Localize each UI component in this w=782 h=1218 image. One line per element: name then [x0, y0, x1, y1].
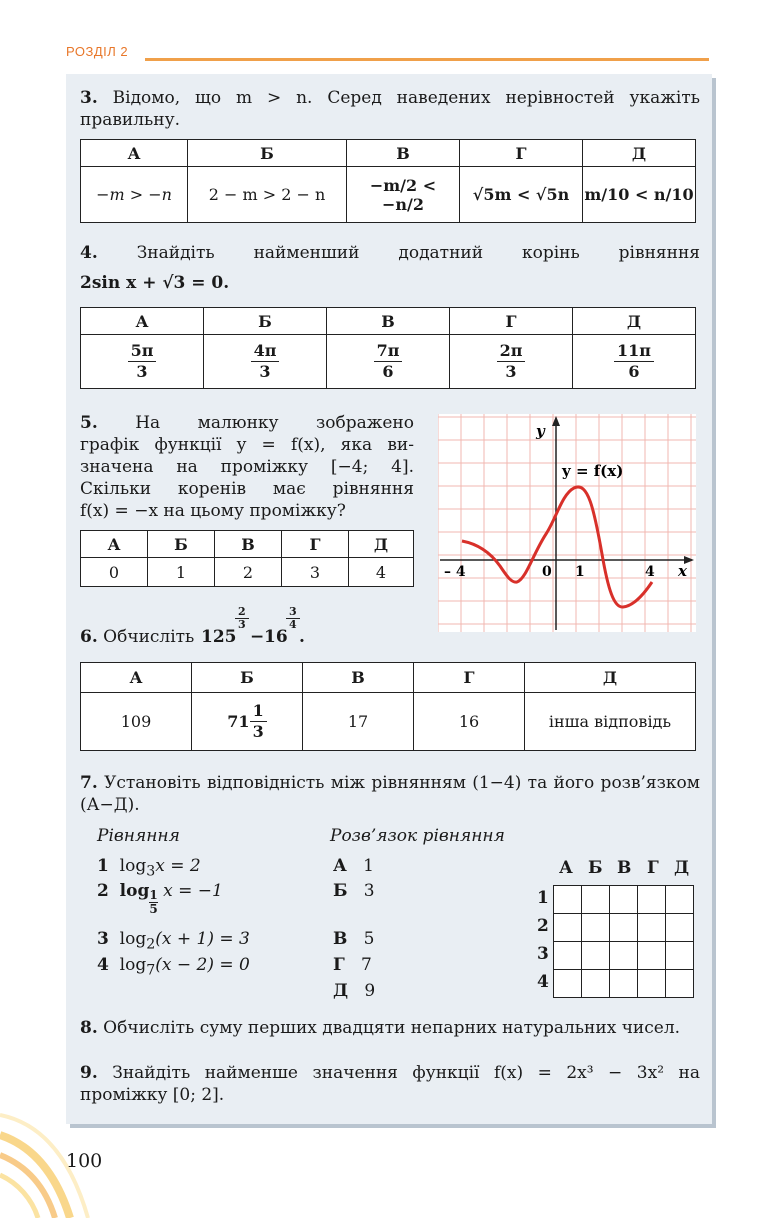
- task-9-text: [80, 1062, 700, 1106]
- task-7-equation-1: 1 $\log_3x = 2$: [97, 856, 201, 880]
- task-6-answer-table: [80, 662, 696, 751]
- task-4-header-d: Г: [450, 308, 573, 335]
- grid-cell[interactable]: [666, 914, 694, 942]
- page-number: 100: [66, 1150, 103, 1172]
- task-3-answer-c: −m/2 < −n/2: [347, 167, 460, 223]
- task-7-solution-e: Д 9: [333, 981, 376, 1001]
- grid-cell[interactable]: [554, 886, 582, 914]
- task-6-question: Обчисліть: [103, 627, 195, 647]
- task-5-header-e: Д: [349, 531, 414, 558]
- grid-cell[interactable]: [666, 942, 694, 970]
- task-6-base-2: 16: [264, 627, 288, 647]
- task-7-grid-row-3: 3: [537, 944, 549, 964]
- task-3-header-b: Б: [188, 140, 347, 167]
- grid-cell[interactable]: [582, 942, 610, 970]
- task-4-answer-b: $\frac{4\pi}{3}$: [204, 335, 327, 389]
- task-4-header-e: Д: [573, 308, 696, 335]
- task-9-number: 9.: [80, 1063, 98, 1083]
- task-7-solutions-title: Розв’язок рівняння: [330, 826, 505, 846]
- grid-cell[interactable]: [610, 942, 638, 970]
- task-5-answer-d: 3: [282, 558, 349, 587]
- y-axis-label: y: [536, 422, 545, 440]
- task-7-equation-4: 4 $\log_7(x - 2) = 0$: [97, 955, 250, 979]
- task-6-header-c: В: [303, 663, 414, 693]
- task-4-answer-table: [80, 307, 696, 389]
- task-5-answer-b: 1: [148, 558, 215, 587]
- task-7-equation-3: 3 $\log_2(x + 1) = 3$: [97, 929, 250, 953]
- task-5-header-a: А: [81, 531, 148, 558]
- grid-cell[interactable]: [638, 970, 666, 998]
- grid-cell[interactable]: [610, 914, 638, 942]
- task-4-header-c: В: [327, 308, 450, 335]
- task-3-answer-d: √5m < √5n: [460, 167, 583, 223]
- grid-cell[interactable]: [638, 942, 666, 970]
- grid-cell[interactable]: [582, 914, 610, 942]
- task-7-answer-grid: [553, 885, 694, 998]
- task-6-exponent-2: $\frac{3}{4}$: [286, 606, 300, 631]
- task-7-grid-col-b: Б: [588, 858, 603, 878]
- task-5-function-graph: [438, 414, 696, 632]
- task-7-solution-c: В 5: [333, 929, 375, 949]
- task-5-line-1: На малюнку зображено: [135, 413, 414, 433]
- tick-label-1: 1: [575, 564, 585, 580]
- task-4-answer-a: $\frac{5\pi}{3}$: [81, 335, 204, 389]
- task-3-answer-a: −m > −n: [81, 167, 188, 223]
- task-7-grid-col-e: Д: [674, 858, 690, 878]
- task-3-text: [80, 87, 700, 131]
- task-5-answer-table: [80, 530, 414, 587]
- x-axis-label: x: [678, 562, 687, 580]
- task-6-header-b: Б: [192, 663, 303, 693]
- task-5-line-2: графік функції y = f(x), яка ви-: [80, 435, 414, 455]
- task-6-answer-e: інша відповідь: [525, 693, 696, 751]
- task-3-answer-e: m/10 < n/10: [583, 167, 696, 223]
- task-6-exponent-1: $\frac{2}{3}$: [235, 606, 249, 631]
- task-4-header-b: Б: [204, 308, 327, 335]
- task-5-header-b: Б: [148, 531, 215, 558]
- grid-cell[interactable]: [666, 970, 694, 998]
- task-3-answer-table: [80, 139, 696, 223]
- task-7-grid-row-1: 1: [537, 888, 549, 908]
- chapter-title: РОЗДІЛ 2: [66, 44, 129, 59]
- tick-label-4: 4: [645, 564, 655, 580]
- task-4-answer-d: $\frac{2\pi}{3}$: [450, 335, 573, 389]
- task-4-number: 4.: [80, 243, 98, 263]
- task-7-grid-row-2: 2: [537, 916, 549, 936]
- task-7-solution-d: Г 7: [333, 955, 372, 975]
- task-5-answer-c: 2: [215, 558, 282, 587]
- task-8-text: [80, 1017, 700, 1039]
- task-6-number: 6.: [80, 627, 98, 647]
- task-5-answer-a: 0: [81, 558, 148, 587]
- grid-cell[interactable]: [582, 970, 610, 998]
- task-7-question: Установіть відповідність між рівнянням (1−4) та його розв’язком (А−Д).: [80, 773, 701, 815]
- task-7-text: [80, 772, 700, 816]
- task-5-number: 5.: [80, 413, 98, 433]
- task-6-header-a: А: [81, 663, 192, 693]
- grid-cell[interactable]: [554, 942, 582, 970]
- task-7-solution-a: А 1: [333, 856, 374, 876]
- grid-cell[interactable]: [582, 886, 610, 914]
- task-4-question: Знайдіть найменший додатний корінь рівняння: [136, 243, 701, 263]
- task-4-answer-e: $\frac{11\pi}{6}$: [573, 335, 696, 389]
- task-7-equations-title: Рівняння: [97, 826, 180, 846]
- task-7-solution-b: Б 3: [333, 881, 375, 901]
- grid-cell[interactable]: [610, 886, 638, 914]
- task-5-line-5: f(x) = −x на цьому проміжку?: [80, 501, 346, 521]
- task-5-line-4: Скільки коренів має рівняння: [80, 479, 414, 499]
- tick-label-minus-4: – 4: [444, 564, 466, 580]
- task-4-text: [80, 242, 700, 294]
- task-4-answer-c: $\frac{7\pi}{6}$: [327, 335, 450, 389]
- task-6-answer-b: 71 $\frac{1}{3}$: [192, 693, 303, 751]
- task-3-header-d: Г: [460, 140, 583, 167]
- task-5-text: [80, 412, 414, 522]
- task-5-header-d: Г: [282, 531, 349, 558]
- task-7-grid-col-d: Г: [647, 858, 659, 878]
- task-6-header-d: Г: [414, 663, 525, 693]
- task-5-line-3: значена на проміжку [−4; 4].: [80, 457, 414, 477]
- grid-cell[interactable]: [554, 970, 582, 998]
- task-7-grid-col-a: А: [559, 858, 573, 878]
- grid-cell[interactable]: [638, 914, 666, 942]
- task-3-question: Відомо, що m > n. Серед наведених нерівностей укажіть правильну.: [80, 88, 700, 130]
- task-3-header-e: Д: [583, 140, 696, 167]
- task-8-number: 8.: [80, 1018, 98, 1038]
- task-4-equation: 2sin x + √3 = 0.: [80, 273, 230, 293]
- task-5-answer-e: 4: [349, 558, 414, 587]
- grid-cell[interactable]: [610, 970, 638, 998]
- task-6-base-1: 125: [201, 627, 237, 647]
- task-9-question: Знайдіть найменше значення функції f(x) = 2x³ − 3x² на проміжку [0; 2].: [80, 1063, 700, 1105]
- task-6-minus: −: [250, 627, 265, 647]
- task-6-answer-a: 109: [81, 693, 192, 751]
- grid-cell[interactable]: [554, 914, 582, 942]
- task-3-answer-b: 2 − m > 2 − n: [188, 167, 347, 223]
- grid-cell[interactable]: [666, 886, 694, 914]
- task-7-equation-2: 2 log $\frac{1}{5}$ x = −1: [97, 881, 223, 916]
- task-6-answer-d: 16: [414, 693, 525, 751]
- task-7-grid-col-c: В: [617, 858, 632, 878]
- task-3-header-a: А: [81, 140, 188, 167]
- function-label: y = f(x): [562, 462, 624, 480]
- task-6-header-e: Д: [525, 663, 696, 693]
- chapter-divider: [145, 58, 709, 61]
- task-3-number: 3.: [80, 88, 98, 108]
- tick-label-0: 0: [542, 564, 552, 580]
- grid-cell[interactable]: [638, 886, 666, 914]
- task-5-header-c: В: [215, 531, 282, 558]
- task-6-answer-c: 17: [303, 693, 414, 751]
- task-3-header-c: В: [347, 140, 460, 167]
- task-8-question: Обчисліть суму перших двадцяти непарних натуральних чисел.: [103, 1018, 681, 1038]
- task-6-text: 6. Обчисліть 125 $\frac{2}{3}$ − 16 $\frac{3}{4}$ .: [80, 605, 305, 647]
- task-4-header-a: А: [81, 308, 204, 335]
- task-7-grid-row-4: 4: [537, 972, 549, 992]
- task-7-number: 7.: [80, 773, 98, 793]
